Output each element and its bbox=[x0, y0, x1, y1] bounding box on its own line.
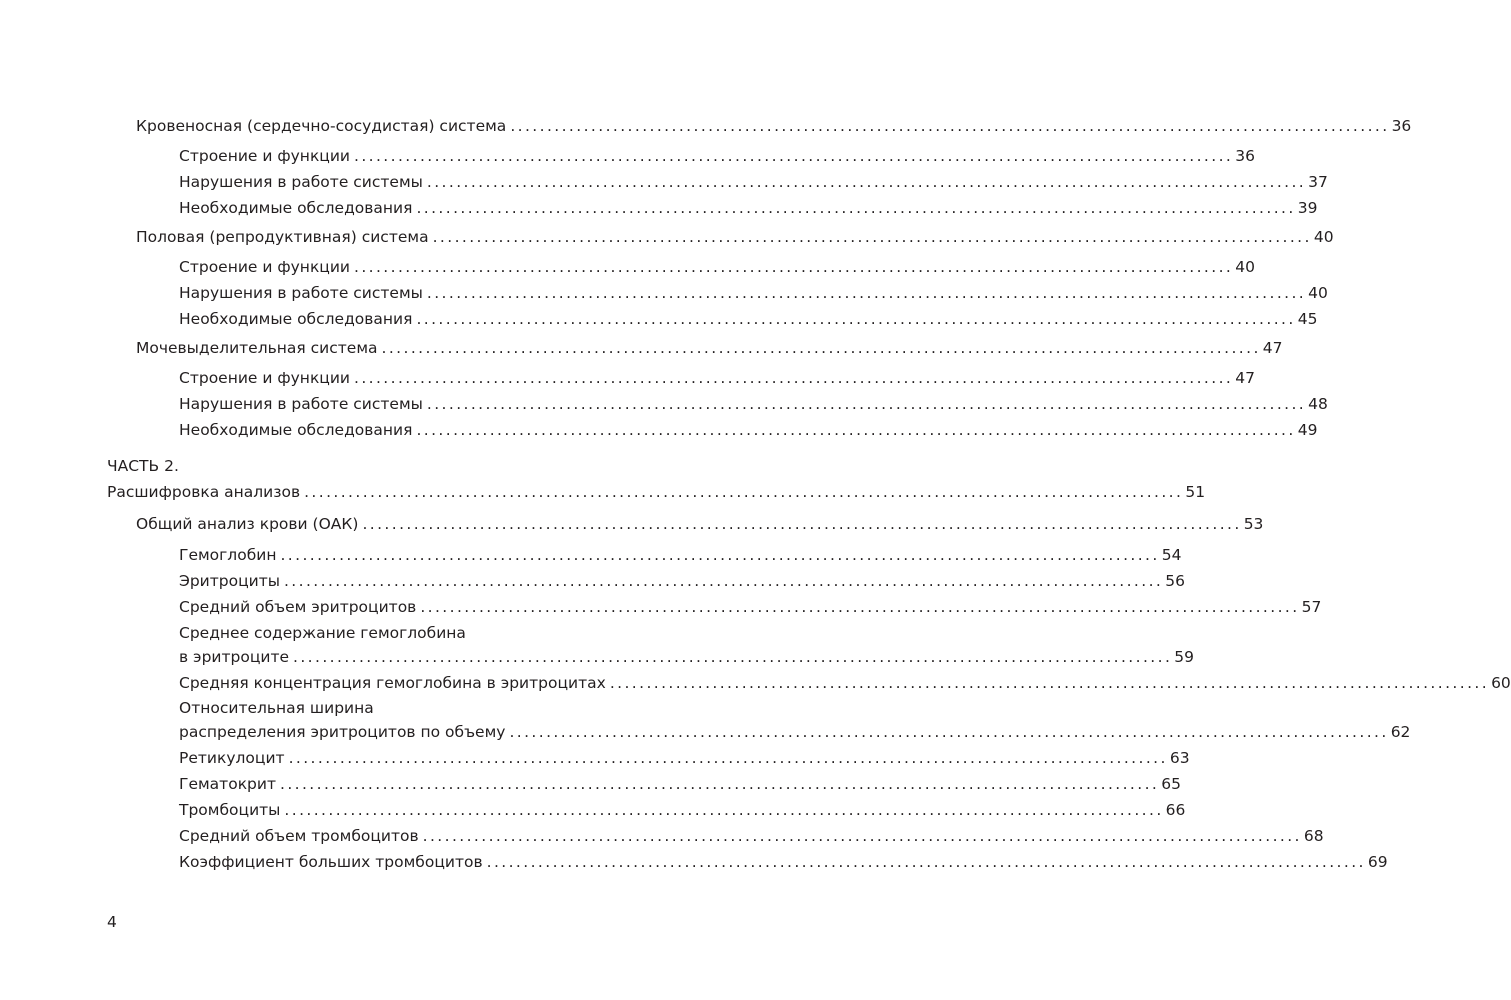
toc-entry-reproductive-structure bbox=[179, 257, 1255, 277]
toc-entry-page: 47 bbox=[1262, 339, 1283, 357]
leader-dots: ........................................................................................................................ bbox=[354, 258, 1234, 276]
toc-entry-title: Нарушения в работе системы bbox=[179, 173, 423, 191]
toc-entry-page: 45 bbox=[1297, 310, 1318, 328]
toc-entry-p-lcr bbox=[179, 852, 1388, 872]
toc-entry-page: 39 bbox=[1297, 199, 1318, 217]
toc-entry-title: Мочевыделительная система bbox=[136, 339, 378, 357]
toc-entry-page: 57 bbox=[1301, 598, 1322, 616]
toc-entry-page: 49 bbox=[1297, 421, 1318, 439]
toc-entry-title: Общий анализ крови (ОАК) bbox=[136, 515, 359, 533]
leader-dots: ........................................................................................................................ bbox=[416, 421, 1296, 439]
toc-entry-urinary-exams bbox=[179, 420, 1318, 440]
toc-entry-title: Тромбоциты bbox=[179, 801, 281, 819]
toc-entry-page: 54 bbox=[1161, 546, 1182, 564]
toc-entry-page: 60 bbox=[1491, 674, 1511, 692]
toc-entry-urinary-structure bbox=[179, 368, 1255, 388]
toc-entry-title: Необходимые обследования bbox=[179, 310, 413, 328]
toc-entry-page: 40 bbox=[1308, 284, 1328, 302]
toc-entry-page: 36 bbox=[1235, 147, 1255, 165]
toc-entry-page: 69 bbox=[1367, 853, 1388, 871]
leader-dots: ........................................................................................................................ bbox=[416, 199, 1296, 217]
toc-entry-page: 40 bbox=[1235, 258, 1255, 276]
toc-entry-page: 51 bbox=[1185, 483, 1206, 501]
toc-entry-title: Эритроциты bbox=[179, 572, 280, 590]
toc-entry-page: 36 bbox=[1391, 117, 1412, 135]
leader-dots: ........................................................................................................................ bbox=[426, 395, 1307, 413]
toc-entry-title: Средняя концентрация гемоглобина в эритроцитах bbox=[179, 674, 606, 692]
toc-entry-reproductive-exams bbox=[179, 309, 1318, 329]
page-number: 4 bbox=[107, 913, 117, 931]
toc-entry-page: 68 bbox=[1303, 827, 1324, 845]
leader-dots: ........................................................................................................................ bbox=[509, 723, 1389, 741]
toc-entry-title: Коэффициент больших тромбоцитов bbox=[179, 853, 483, 871]
leader-dots: ........................................................................................................................ bbox=[426, 284, 1307, 302]
part-heading: ЧАСТЬ 2. bbox=[107, 457, 179, 475]
toc-entry-page: 37 bbox=[1308, 173, 1328, 191]
leader-dots: ........................................................................................................................ bbox=[609, 674, 1490, 692]
toc-entry-urinary bbox=[136, 338, 1283, 358]
toc-entry-cardio bbox=[136, 116, 1412, 136]
toc-entry-title: распределения эритроцитов по объему bbox=[179, 723, 506, 741]
toc-entry-rdw bbox=[179, 722, 1411, 742]
toc-entry-title: Расшифровка анализов bbox=[107, 483, 301, 501]
toc-entry-title: Необходимые обследования bbox=[179, 421, 413, 439]
leader-dots: ........................................................................................................................ bbox=[293, 648, 1173, 666]
toc-entry-mchc bbox=[179, 673, 1511, 693]
leader-dots: ........................................................................................................................ bbox=[510, 117, 1390, 135]
leader-dots: ........................................................................................................................ bbox=[432, 228, 1312, 246]
toc-entry-title: Средний объем эритроцитов bbox=[179, 598, 417, 616]
toc-entry-page: 59 bbox=[1174, 648, 1195, 666]
toc-entry-platelets bbox=[179, 800, 1186, 820]
leader-dots: ........................................................................................................................ bbox=[486, 853, 1366, 871]
leader-dots: ........................................................................................................................ bbox=[280, 775, 1160, 793]
toc-entry-mcv bbox=[179, 597, 1322, 617]
leader-dots: ........................................................................................................................ bbox=[304, 483, 1184, 501]
toc-entry-page: 62 bbox=[1390, 723, 1411, 741]
leader-dots: ........................................................................................................................ bbox=[354, 147, 1234, 165]
toc-entry-page: 63 bbox=[1169, 749, 1190, 767]
toc-entry-page: 66 bbox=[1165, 801, 1186, 819]
toc-entry-reproductive bbox=[136, 227, 1334, 247]
toc-entry-title: в эритроците bbox=[179, 648, 290, 666]
toc-entry-page: 47 bbox=[1235, 369, 1255, 387]
toc-entry-part2 bbox=[107, 482, 1206, 502]
toc-entry-cardio-exams bbox=[179, 198, 1318, 218]
toc-entry-title: Кровеносная (сердечно-сосудистая) система bbox=[136, 117, 507, 135]
toc-entry-urinary-disorders bbox=[179, 394, 1328, 414]
leader-dots: ........................................................................................................................ bbox=[284, 801, 1164, 819]
toc-entry-oak bbox=[136, 514, 1264, 534]
toc-entry-title: Ретикулоцит bbox=[179, 749, 285, 767]
toc-entry-mpv bbox=[179, 826, 1324, 846]
toc-entry-title: Гематокрит bbox=[179, 775, 276, 793]
leader-dots: ........................................................................................................................ bbox=[280, 546, 1160, 564]
toc-entry-page: 65 bbox=[1161, 775, 1181, 793]
toc-entry-title: Гемоглобин bbox=[179, 546, 277, 564]
toc-entry-title: Необходимые обследования bbox=[179, 199, 413, 217]
leader-dots: ........................................................................................................................ bbox=[422, 827, 1302, 845]
toc-entry-page: 56 bbox=[1165, 572, 1185, 590]
toc-entry-cardio-structure bbox=[179, 146, 1255, 166]
toc-entry-title: Строение и функции bbox=[179, 147, 350, 165]
leader-dots: ........................................................................................................................ bbox=[381, 339, 1261, 357]
toc-entry-erythrocytes bbox=[179, 571, 1185, 591]
leader-dots: ........................................................................................................................ bbox=[288, 749, 1168, 767]
toc-entry-mch bbox=[179, 647, 1195, 667]
toc-entry-title: Половая (репродуктивная) система bbox=[136, 228, 429, 246]
leader-dots: ........................................................................................................................ bbox=[420, 598, 1300, 616]
leader-dots: ........................................................................................................................ bbox=[426, 173, 1307, 191]
leader-dots: ........................................................................................................................ bbox=[283, 572, 1164, 590]
toc-entry-page: 48 bbox=[1308, 395, 1328, 413]
leader-dots: ........................................................................................................................ bbox=[354, 369, 1234, 387]
toc-entry-title: Строение и функции bbox=[179, 258, 350, 276]
toc-entry-page: 40 bbox=[1313, 228, 1334, 246]
toc-entry-title: Нарушения в работе системы bbox=[179, 395, 423, 413]
toc-entry-mch-line1: Среднее содержание гемоглобина bbox=[179, 624, 466, 642]
toc-entry-hematocrit bbox=[179, 774, 1181, 794]
toc-entry-reticulocyte bbox=[179, 748, 1190, 768]
toc-entry-rdw-line1: Относительная ширина bbox=[179, 699, 374, 717]
leader-dots: ........................................................................................................................ bbox=[362, 515, 1242, 533]
toc-entry-title: Строение и функции bbox=[179, 369, 350, 387]
toc-entry-hemoglobin bbox=[179, 545, 1182, 565]
toc-entry-reproductive-disorders bbox=[179, 283, 1328, 303]
toc-entry-title: Нарушения в работе системы bbox=[179, 284, 423, 302]
toc-entry-cardio-disorders bbox=[179, 172, 1328, 192]
toc-entry-page: 53 bbox=[1243, 515, 1264, 533]
toc-entry-title: Средний объем тромбоцитов bbox=[179, 827, 419, 845]
leader-dots: ........................................................................................................................ bbox=[416, 310, 1296, 328]
